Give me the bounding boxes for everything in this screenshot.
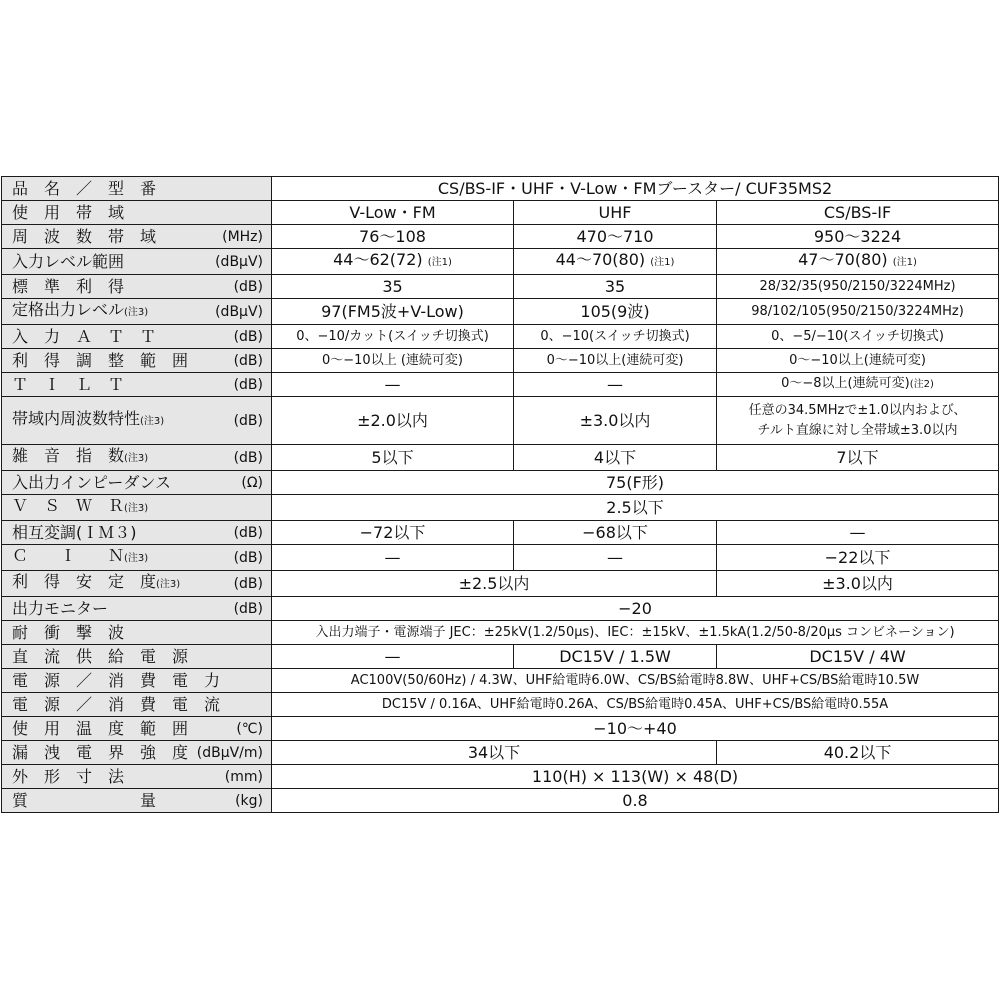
- cell-value: 35: [272, 275, 514, 299]
- row-label: 質 量 (kg): [2, 789, 272, 813]
- row-label: 使 用 温 度 範 囲 (℃): [2, 717, 272, 741]
- cell-value: 44〜62(72) (注1): [272, 249, 514, 275]
- table-row: [2, 765, 999, 789]
- table-row: [2, 521, 999, 545]
- row-label: 帯域内周波数特性(注3) (dB): [2, 397, 272, 445]
- row-label: 耐 衝 撃 波: [2, 621, 272, 645]
- cell-value: 4以下: [514, 445, 717, 471]
- cell-value: 0.8: [272, 789, 999, 813]
- cell-value: 0、−10/カット(スイッチ切換式): [272, 325, 514, 349]
- cell-value: 47〜70(80) (注1): [717, 249, 999, 275]
- cell-value: ±2.5以内: [272, 571, 717, 597]
- table-row: [2, 741, 999, 765]
- table-row: [2, 669, 999, 693]
- row-label: 標 準 利 得 (dB): [2, 275, 272, 299]
- model-value: CS/BS-IF・UHF・V-Low・FMブースター/ CUF35MS2: [272, 177, 999, 201]
- cell-value: 34以下: [272, 741, 717, 765]
- cell-value: —: [272, 645, 514, 669]
- row-label: 入出力インピーダンス (Ω): [2, 471, 272, 495]
- cell-value: ±2.0以内: [272, 397, 514, 445]
- row-label: 出力モニター (dB): [2, 597, 272, 621]
- table-row: [2, 397, 999, 445]
- cell-value: 0〜−10以上 (連続可変): [272, 349, 514, 373]
- cell-value: −20: [272, 597, 999, 621]
- row-label: 利 得 調 整 範 囲 (dB): [2, 349, 272, 373]
- cell-value: 5以下: [272, 445, 514, 471]
- cell-value: 0〜−10以上(連続可変): [717, 349, 999, 373]
- table-row: [2, 717, 999, 741]
- cell-value: 0〜−10以上(連続可変): [514, 349, 717, 373]
- cell-value: 470〜710: [514, 225, 717, 249]
- table-row: [2, 693, 999, 717]
- cell-value: −68以下: [514, 521, 717, 545]
- cell-value: DC15V / 0.16A、UHF給電時0.26A、CS/BS給電時0.45A、UHF+CS/BS給電時0.55A: [272, 693, 999, 717]
- cell-value: 98/102/105(950/2150/3224MHz): [717, 299, 999, 325]
- row-label: 直 流 供 給 電 源: [2, 645, 272, 669]
- table-row: [2, 373, 999, 397]
- cell-value: 7以下: [717, 445, 999, 471]
- cell-value: 入出力端子・電源端子 JEC：±25kV(1.2/50μs)、IEC：±15kV、±1.5kA(1.2/50-8/20μs コンビネーション): [272, 621, 999, 645]
- table-row: [2, 789, 999, 813]
- band-uhf: UHF: [514, 201, 717, 225]
- cell-value: 105(9波): [514, 299, 717, 325]
- cell-value: 76〜108: [272, 225, 514, 249]
- cell-value: AC100V(50/60Hz) / 4.3W、UHF給電時6.0W、CS/BS給電時8.8W、UHF+CS/BS給電時10.5W: [272, 669, 999, 693]
- cell-value: 2.5以下: [272, 495, 999, 521]
- row-label: 利 得 安 定 度(注3) (dB): [2, 571, 272, 597]
- cell-value: 0、−10(スイッチ切換式): [514, 325, 717, 349]
- cell-value: —: [272, 545, 514, 571]
- cell-value: —: [272, 373, 514, 397]
- table-row: [2, 645, 999, 669]
- row-label: 周 波 数 帯 域 (MHz): [2, 225, 272, 249]
- table-row: [2, 177, 999, 201]
- row-label: 雑 音 指 数(注3) (dB): [2, 445, 272, 471]
- table-row: [2, 249, 999, 275]
- row-label: 漏 洩 電 界 強 度 (dBμV/m): [2, 741, 272, 765]
- row-label: 入力レベル範囲 (dBμV): [2, 249, 272, 275]
- table-row: [2, 225, 999, 249]
- cell-value: ±3.0以内: [717, 571, 999, 597]
- cell-value: 44〜70(80) (注1): [514, 249, 717, 275]
- row-label: Ｖ Ｓ Ｗ Ｒ(注3): [2, 495, 272, 521]
- table-row: [2, 621, 999, 645]
- cell-value: −72以下: [272, 521, 514, 545]
- row-label: 定格出力レベル(注3) (dBμV): [2, 299, 272, 325]
- cell-value: —: [514, 373, 717, 397]
- row-label: 電 源 ／ 消 費 電 流: [2, 693, 272, 717]
- table-row: [2, 495, 999, 521]
- cell-value: 任意の34.5MHzで±1.0以内および、 チルト直線に対し全帯域±3.0以内: [717, 397, 999, 445]
- table-row: [2, 299, 999, 325]
- row-label: 品 名 ／ 型 番: [2, 177, 272, 201]
- table-row: [2, 571, 999, 597]
- table-row: [2, 325, 999, 349]
- cell-value: −10〜+40: [272, 717, 999, 741]
- cell-value: 110(H) × 113(W) × 48(D): [272, 765, 999, 789]
- cell-value: DC15V / 4W: [717, 645, 999, 669]
- cell-value: ±3.0以内: [514, 397, 717, 445]
- row-label: Ｔ Ｉ Ｌ Ｔ (dB): [2, 373, 272, 397]
- table-row: [2, 445, 999, 471]
- cell-value: 28/32/35(950/2150/3224MHz): [717, 275, 999, 299]
- cell-value: 35: [514, 275, 717, 299]
- cell-value: 0〜−8以上(連続可変)(注2): [717, 373, 999, 397]
- row-label: 外 形 寸 法 (mm): [2, 765, 272, 789]
- cell-value: −22以下: [717, 545, 999, 571]
- table-row: [2, 545, 999, 571]
- row-label: 使 用 帯 域: [2, 201, 272, 225]
- table-row: [2, 597, 999, 621]
- table-row: [2, 275, 999, 299]
- cell-value: DC15V / 1.5W: [514, 645, 717, 669]
- cell-value: 0、−5/−10(スイッチ切換式): [717, 325, 999, 349]
- row-label: Ｃ Ｉ Ｎ(注3) (dB): [2, 545, 272, 571]
- table-row: [2, 471, 999, 495]
- cell-value: 950〜3224: [717, 225, 999, 249]
- cell-value: 75(F形): [272, 471, 999, 495]
- row-label: 電 源 ／ 消 費 電 力: [2, 669, 272, 693]
- cell-value: —: [514, 545, 717, 571]
- band-vlow-fm: V-Low・FM: [272, 201, 514, 225]
- cell-value: 40.2以下: [717, 741, 999, 765]
- band-cs-bs-if: CS/BS-IF: [717, 201, 999, 225]
- table-row: [2, 349, 999, 373]
- spec-table: [1, 176, 999, 813]
- table-row: [2, 201, 999, 225]
- cell-value: 97(FM5波+V-Low): [272, 299, 514, 325]
- cell-value: —: [717, 521, 999, 545]
- row-label: 相互変調(ＩＭ３) (dB): [2, 521, 272, 545]
- row-label: 入 力 Ａ Ｔ Ｔ (dB): [2, 325, 272, 349]
